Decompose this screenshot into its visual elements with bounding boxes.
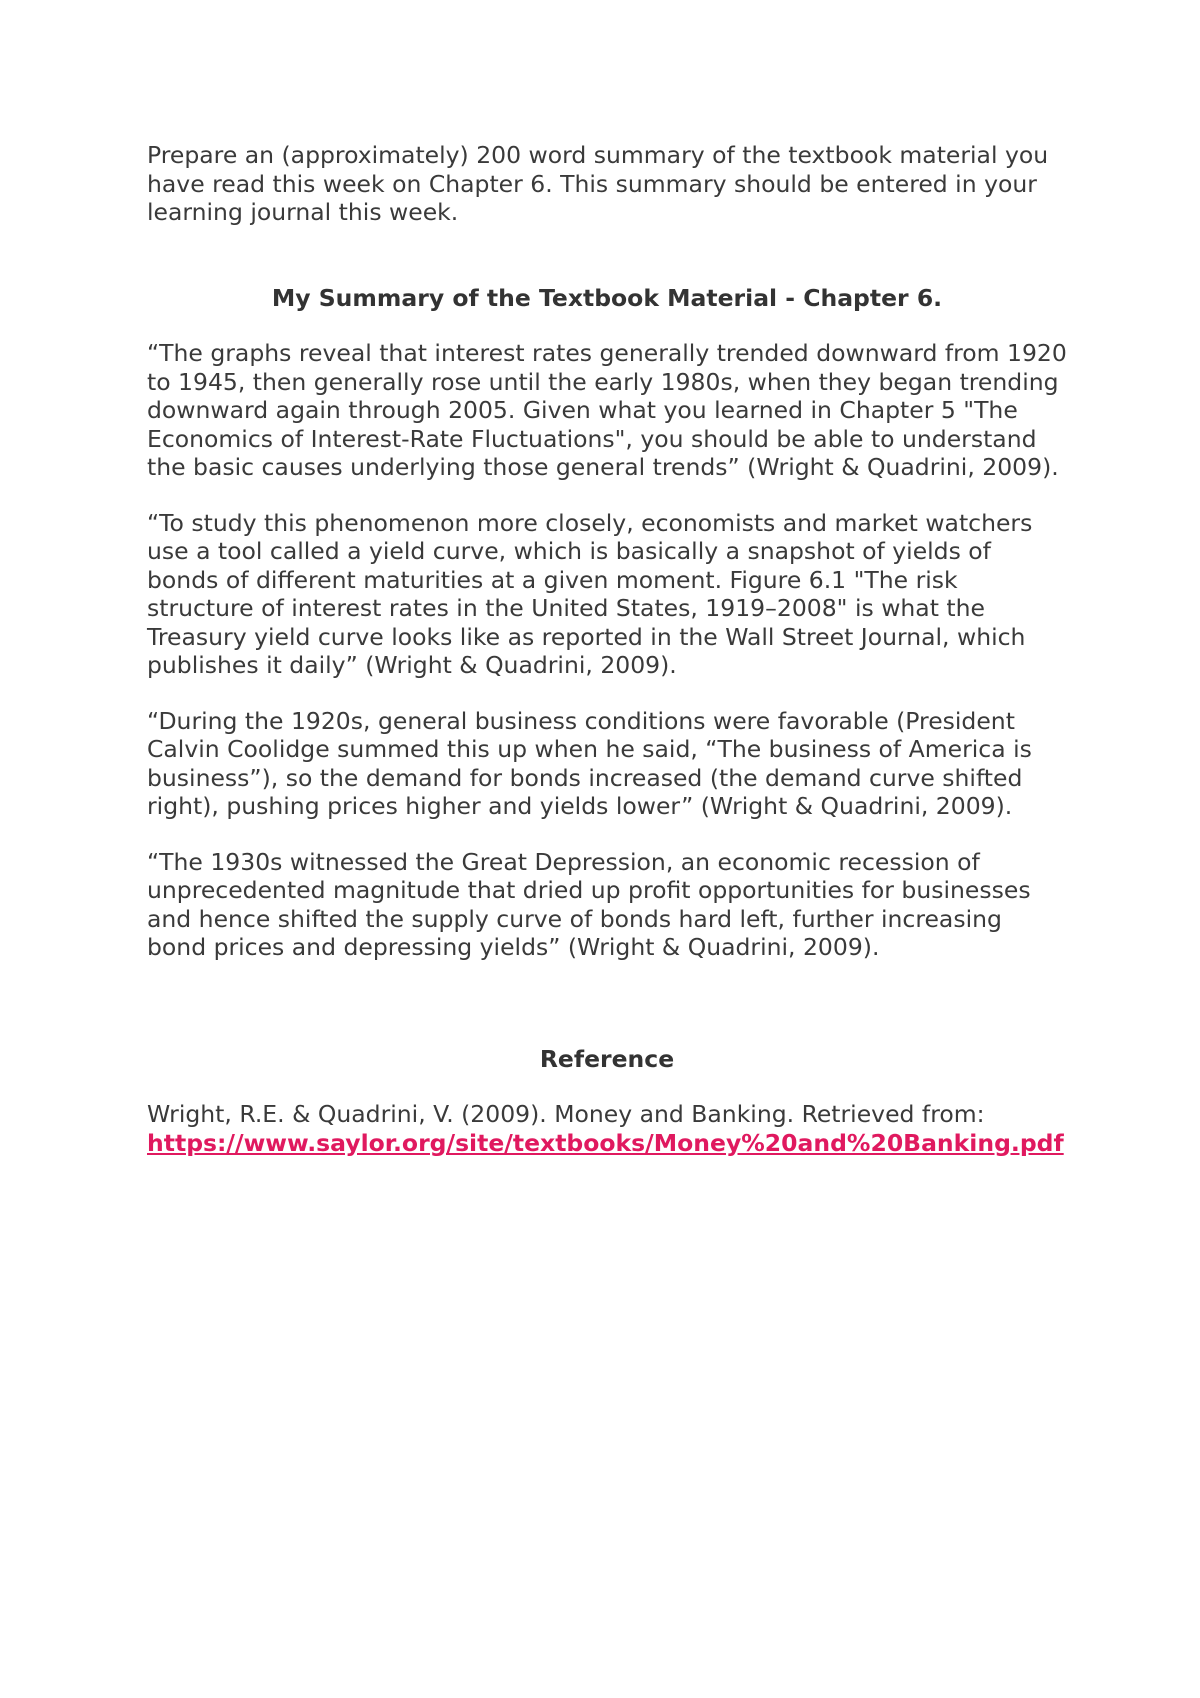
intro-paragraph: Prepare an (approximately) 200 word summary of the textbook material you have read this week on Chapter 6. This summary should be entered in your learning journal this week. — [147, 141, 1049, 226]
summary-paragraph-2: “To study this phenomenon more closely, economists and market watchers use a tool called a yield curve, which is basically a snapshot of yields of bonds of different maturities at a given moment. Figure 6.1 "The risk structure of interest rates in the United States, 1919–2008" is what the Treasury yield curve looks like as reported in the Wall Street Journal, which publishes it daily” (Wright & Quadrini, 2009). — [147, 508, 1033, 679]
summary-heading: My Summary of the Textbook Material - Chapter 6. — [271, 283, 943, 312]
summary-paragraph-1: “The graphs reveal that interest rates generally trended downward from 1920 to 1945, then generally rose until the early 1980s, when they began trending downward again through 2005. Given what you learned in Chapter 5 "The Economics of Interest-Rate Fluctuations", you should be able to understand the basic causes underlying those general trends” (Wright & Quadrini, 2009). — [147, 339, 1067, 481]
summary-paragraph-3: “During the 1920s, general business conditions were favorable (President Calvin Coolidge summed this up when he said, “The business of America is business”), so the demand for bonds increased (the demand curve shifted right), pushing prices higher and yields lower” (Wright & Quadrini, 2009). — [147, 706, 1032, 820]
reference-link[interactable]: https://www.saylor.org/site/textbooks/Money%20and%20Banking.pdf — [147, 1128, 1064, 1157]
summary-paragraph-4: “The 1930s witnessed the Great Depression, an economic recession of unprecedented magnitude that dried up profit opportunities for businesses and hence shifted the supply curve of bonds hard left, further increasing bond prices and depressing yields” (Wright & Quadrini, 2009). — [147, 847, 1031, 961]
document-body — [147, 141, 1067, 1157]
reference-entry — [147, 1100, 1067, 1157]
reference-text: Wright, R.E. & Quadrini, V. (2009). Money and Banking. Retrieved from: — [147, 1100, 985, 1128]
reference-heading: Reference — [539, 1044, 675, 1073]
